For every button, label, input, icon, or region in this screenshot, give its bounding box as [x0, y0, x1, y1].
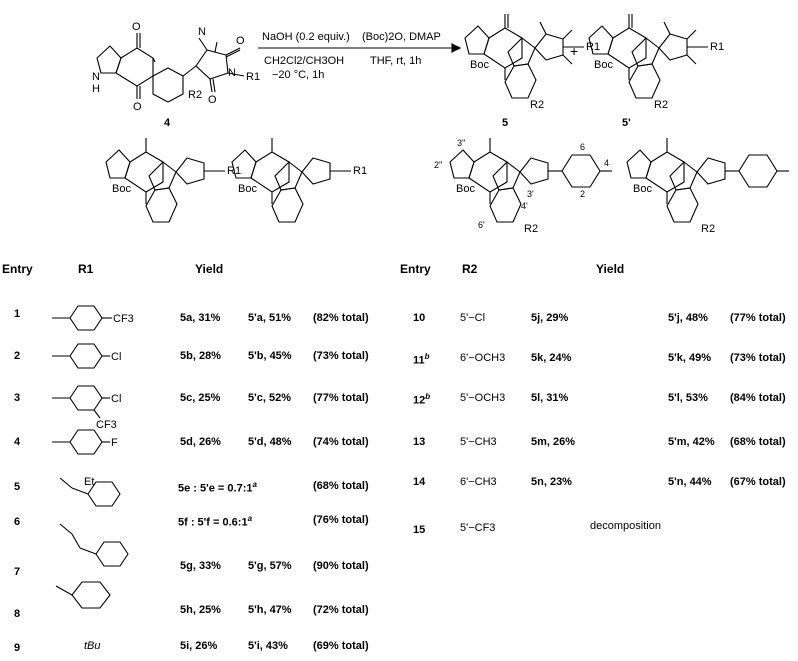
condition-2b: THF, rt, 1h: [370, 55, 422, 67]
atom-label: O: [133, 101, 142, 113]
yield-5: 5l, 31%: [531, 392, 569, 404]
boc-label: Boc: [594, 59, 613, 71]
r2-label: R2: [530, 99, 545, 111]
entry-number: 13: [413, 436, 426, 448]
r2-label: R2: [701, 223, 716, 235]
yield-5prime: 5'c, 52%: [248, 392, 291, 404]
entry-number: 8: [14, 608, 21, 620]
yield-5: 5h, 25%: [180, 604, 221, 616]
yield-total: (90% total): [313, 560, 369, 572]
aryl-substituent: [52, 430, 110, 454]
r1-label: R1: [710, 41, 725, 53]
boc-label: Boc: [470, 59, 489, 71]
entry-number: 4: [14, 436, 21, 448]
yield-total: (72% total): [313, 604, 369, 616]
condition-1a: NaOH (0.2 equiv.): [262, 31, 350, 43]
yield-5prime: 5'i, 43%: [248, 640, 288, 652]
position-label: 4: [604, 158, 610, 168]
aryl-substituent: [52, 386, 110, 418]
yield-5: 5i, 26%: [180, 640, 218, 652]
aryl-substituent: [52, 344, 110, 368]
r2-text: 6'−CH3: [460, 476, 497, 488]
yield-5prime: 5'h, 47%: [248, 604, 292, 616]
r2-label: R2: [654, 99, 669, 111]
yield-total: (76% total): [313, 514, 369, 526]
substituent-label: Cl: [111, 351, 122, 363]
atom-label: O: [132, 21, 141, 33]
entry-number: 14: [413, 476, 426, 488]
r1-text: tBu: [84, 640, 101, 652]
substituent-label: Cl: [111, 393, 122, 405]
position-label: 3': [527, 189, 534, 199]
r1-text: Et: [84, 476, 95, 488]
cyclohexyl-substituent: [56, 582, 110, 608]
entry-number: 15: [413, 524, 426, 536]
atom-label: N: [92, 71, 100, 83]
left-header-r1: R1: [78, 262, 94, 276]
phenethyl-substituent: [60, 524, 128, 566]
entry-number: 12$^b$: [413, 392, 431, 407]
left-header-entry: Entry: [2, 262, 33, 276]
r2-text: 5'−Cl: [460, 312, 486, 324]
yield-5prime: 5'm, 42%: [668, 436, 715, 448]
r1-label: R1: [246, 71, 261, 83]
right-header-entry: Entry: [400, 262, 431, 276]
yield-5: 5k, 24%: [531, 352, 572, 364]
yield-5prime: 5'l, 53%: [668, 392, 708, 404]
yield-5prime: 5'n, 44%: [668, 476, 712, 488]
yield-5prime: 5'b, 45%: [248, 350, 292, 362]
substituent-label: CF3: [113, 313, 134, 325]
yield-5: 5b, 28%: [180, 350, 221, 362]
r2-text: 5'−CH3: [460, 436, 497, 448]
atom-label: O: [208, 94, 217, 106]
yield-5: 5c, 25%: [180, 392, 221, 404]
r1-label: R1: [586, 41, 601, 53]
boc-label: Boc: [112, 183, 131, 195]
substituent-label: CF3: [96, 419, 117, 431]
yield-5prime: 5'k, 49%: [668, 352, 711, 364]
compound-5-label: 5: [502, 117, 509, 129]
r1-label: R1: [353, 165, 368, 177]
r2-text: 5'−OCH3: [460, 392, 506, 404]
r2-label: R2: [524, 223, 539, 235]
yield-total: (74% total): [313, 436, 369, 448]
yield-5prime: 5'a, 51%: [248, 312, 291, 324]
yield-total: (67% total): [730, 476, 786, 488]
yield-5: 5d, 26%: [180, 436, 221, 448]
yield-5prime: 5'd, 48%: [248, 436, 292, 448]
boc-label: Boc: [633, 183, 652, 195]
isomer-ratio: 5e : $5'e = 0.7:1^a$: [178, 480, 257, 495]
entry-number: 6: [14, 516, 21, 528]
condition-1c: −20 °C, 1h: [272, 69, 325, 81]
atom-label: N: [228, 67, 236, 79]
r2-text: 6'−OCH3: [460, 352, 506, 364]
entry-number: 5: [14, 481, 21, 493]
yield-5prime: 5'g, 57%: [248, 560, 292, 572]
entry-number: 3: [14, 392, 21, 404]
atom-label: H: [92, 83, 100, 95]
yield-5: 5j, 29%: [531, 312, 569, 324]
right-header-yield: Yield: [596, 262, 625, 276]
entry-number: 7: [14, 566, 21, 578]
position-label: 6: [580, 142, 586, 152]
condition-2a: (Boc)2O, DMAP: [362, 31, 441, 43]
yield-total: (68% total): [730, 436, 786, 448]
substituent-label: F: [111, 437, 118, 449]
atom-label: N: [198, 26, 206, 38]
condition-1b: CH2Cl2/CH3OH: [264, 55, 345, 67]
yield-total: (68% total): [313, 480, 369, 492]
yield-5prime: 5'j, 48%: [668, 312, 708, 324]
yield-5: 5n, 23%: [531, 476, 572, 488]
position-label: 2'': [434, 160, 443, 170]
position-label: 3'': [457, 138, 466, 148]
yield-total: (73% total): [730, 352, 786, 364]
position-label: 2: [580, 189, 586, 199]
position-label: 4': [521, 201, 528, 211]
result-note: decomposition: [590, 520, 661, 532]
atom-label: O: [236, 35, 245, 47]
yield-total: (84% total): [730, 392, 786, 404]
yield-total: (77% total): [730, 312, 786, 324]
plus-sign: +: [570, 43, 579, 59]
yield-total: (69% total): [313, 640, 369, 652]
left-header-yield: Yield: [195, 262, 224, 276]
yield-5: 5g, 33%: [180, 560, 221, 572]
compound-4-label: 4: [164, 117, 171, 129]
r2-text: 5'−CF3: [460, 522, 496, 534]
boc-label: Boc: [456, 183, 475, 195]
yield-total: (77% total): [313, 392, 369, 404]
entry-number: 11$^b$: [413, 352, 430, 367]
r1-label: R1: [227, 165, 242, 177]
boc-label: Boc: [238, 183, 257, 195]
r2-label: R2: [188, 89, 203, 101]
yield-5: 5m, 26%: [531, 436, 576, 448]
yield-total: (82% total): [313, 312, 369, 324]
entry-number: 1: [14, 308, 21, 320]
entry-number: 2: [14, 350, 21, 362]
yield-total: (73% total): [313, 350, 369, 362]
isomer-ratio: 5f : $5'f = 0.6:1^a$: [178, 514, 253, 529]
yield-5: 5a, 31%: [180, 312, 221, 324]
aryl-substituent: [52, 306, 112, 330]
position-label: 6': [478, 220, 485, 230]
entry-number: 10: [413, 312, 426, 324]
compound-5prime-label: 5': [622, 117, 631, 129]
entry-number: 9: [14, 642, 21, 654]
right-header-r2: R2: [462, 262, 478, 276]
